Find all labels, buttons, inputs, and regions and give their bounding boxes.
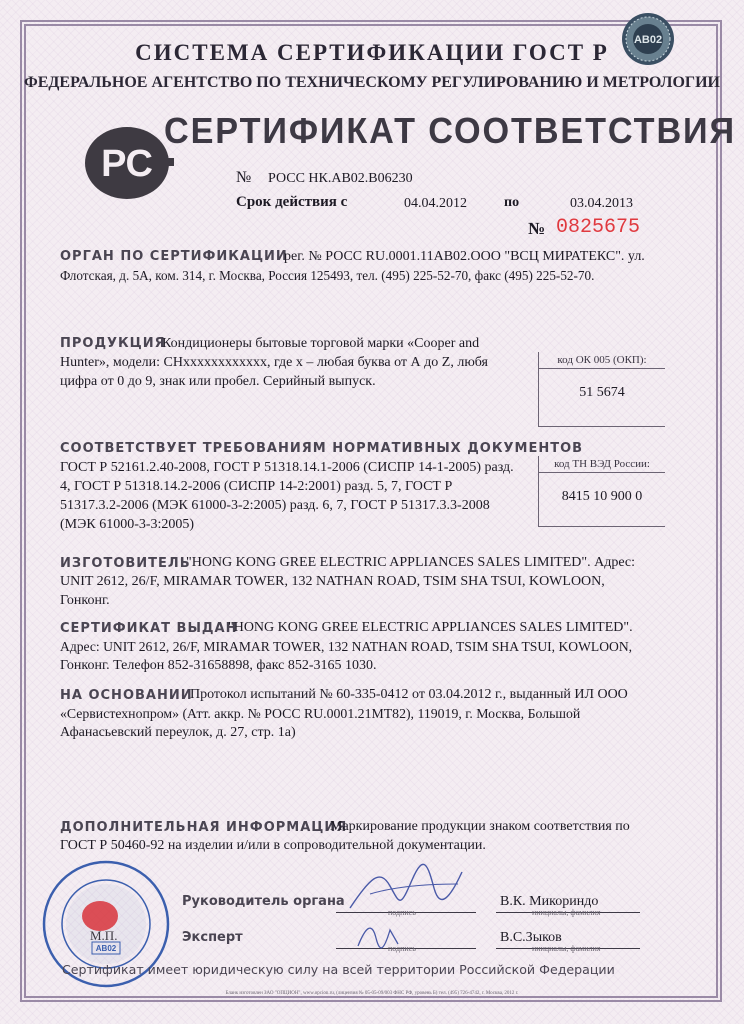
head-name: В.К. Микориндо	[500, 894, 599, 909]
issued-label: СЕРТИФИКАТ ВЫДАН	[60, 621, 238, 636]
certificate-number: РОСС НК.АВ02.В06230	[268, 171, 413, 186]
organ-line-1: рег. № РОСС RU.0001.11АВ02.ООО "ВСЦ МИРАТЕКС". ул.	[284, 249, 645, 264]
okp-code-value: 51 5674	[579, 385, 625, 400]
expert-label: Эксперт	[182, 930, 243, 945]
basis-line-1: Протокол испытаний № 60-335-0412 от 03.04.2012 г., выданный ИЛ ООО	[190, 687, 628, 702]
head-signature-icon	[340, 858, 480, 920]
manufacturer-line-2: UNIT 2612, 26/F, MIRAMAR TOWER, 132 NATHAN ROAD, TSIM SHA TSUI, KOWLOON,	[60, 574, 605, 589]
conformity-label: СООТВЕТСТВУЕТ ТРЕБОВАНИЯМ НОРМАТИВНЫХ ДОКУМЕНТОВ	[60, 441, 584, 456]
issued-line-2: Адрес: UNIT 2612, 26/F, MIRAMAR TOWER, 132 NATHAN ROAD, TSIM SHA TSUI, KOWLOON,	[60, 639, 633, 654]
hologram-text: АВ02	[633, 34, 663, 46]
to-label: по	[504, 195, 520, 210]
manufacturer-line-3: Гонконг.	[60, 593, 110, 608]
number-label: №	[236, 169, 252, 186]
expert-signature-icon	[350, 916, 410, 956]
head-signature-caption: подпись	[388, 908, 416, 917]
head-initials-caption: инициалы, фамилия	[532, 908, 601, 917]
issued-line-3: Гонконг. Телефон 852-31658898, факс 852-3165 1030.	[60, 658, 377, 673]
conformity-line-2: 4, ГОСТ Р 51318.14.2-2006 (СИСПР 14-2:2001) разд. 5, 7, ГОСТ Р	[60, 479, 453, 494]
additional-line-1: Маркирование продукции знаком соответствия по	[330, 819, 630, 834]
valid-from-date: 04.04.2012	[404, 196, 467, 211]
basis-line-2: «Сервистехнопром» (Атт. аккр. № РОСС RU.0001.21МТ82), 119019, г. Москва, Большой	[60, 706, 581, 721]
basis-line-3: Афанасьевский переулок, д. 27, стр. 1а)	[60, 725, 296, 740]
product-line-1: Кондиционеры бытовые торговой марки «Cooper and	[162, 336, 480, 351]
validity-label: Срок действия с	[236, 194, 348, 210]
gost-r-logo-icon	[82, 124, 176, 202]
serial-number: 0825675	[556, 216, 641, 239]
certificate-title: СЕРТИФИКАТ СООТВЕТСТВИЯ	[164, 110, 737, 151]
product-line-2: Hunter», модели: CHxxxxxxxxxxxx, где х – любая буква от А до Z, любя	[60, 355, 488, 370]
basis-label: НА ОСНОВАНИИ	[60, 688, 193, 703]
head-label: Руководитель органа	[182, 894, 345, 909]
product-label: ПРОДУКЦИЯ	[60, 336, 166, 351]
validity-footer: Сертификат имеет юридическую силу на всей территории Российской Федерации	[62, 962, 615, 977]
printer-info: Бланк изготовлен ЗАО "ОПЦИОН", www.opcion.ru, (лицензия № 05-05-09/003 ФНС РФ, уровень Б) тел. (495) 726-4742, г. Москва, 2012 г.	[225, 991, 519, 996]
conformity-line-1: ГОСТ Р 52161.2.40-2008, ГОСТ Р 51318.14.1-2006 (СИСПР 14-1-2005) разд.	[60, 460, 514, 475]
organ-label: ОРГАН ПО СЕРТИФИКАЦИИ	[60, 249, 288, 264]
product-line-3: цифра от 0 до 9, знак или пробел. Серийный выпуск.	[60, 374, 376, 389]
logo-text: РС	[101, 143, 153, 185]
conformity-line-4: (МЭК 61000-3-3:2005)	[60, 517, 195, 532]
issued-line-1: "HONG KONG GREE ELECTRIC APPLIANCES SALES LIMITED".	[228, 620, 633, 635]
tnved-code-value: 8415 10 900 0	[561, 489, 643, 504]
stamp-mp: М.П.	[90, 928, 118, 943]
additional-line-2: ГОСТ Р 50460-92 на изделии и/или в сопроводительной документации.	[60, 838, 486, 853]
tnved-code-box	[538, 456, 665, 527]
valid-to-date: 03.04.2013	[570, 196, 633, 211]
okp-code-box	[538, 352, 665, 427]
stamp-code: АВ02	[95, 944, 117, 953]
agency-title: ФЕДЕРАЛЬНОЕ АГЕНТСТВО ПО ТЕХНИЧЕСКОМУ РЕГУЛИРОВАНИЮ И МЕТРОЛОГИИ	[24, 74, 720, 91]
tnved-code-label: код ТН ВЭД России:	[539, 456, 665, 473]
manufacturer-line-1: "HONG KONG GREE ELECTRIC APPLIANCES SALES LIMITED". Адрес:	[186, 555, 635, 570]
system-title: СИСТЕМА СЕРТИФИКАЦИИ ГОСТ Р	[135, 40, 609, 65]
expert-initials-caption: инициалы, фамилия	[532, 944, 601, 953]
serial-label: №	[528, 219, 546, 238]
organ-line-2: Флотская, д. 5А, ком. 314, г. Москва, Россия 125493, тел. (495) 225-52-70, факс (495) 225-52-70.	[60, 268, 595, 283]
additional-label: ДОПОЛНИТЕЛЬНАЯ ИНФОРМАЦИЯ	[60, 820, 348, 835]
conformity-line-3: 51317.3.2-2006 (МЭК 61000-3-2:2005) разд. 6, 7, ГОСТ Р 51317.3.3-2008	[60, 498, 490, 513]
expert-name: В.С.Зыков	[500, 930, 562, 945]
manufacturer-label: ИЗГОТОВИТЕЛЬ	[60, 556, 191, 571]
expert-signature-caption: подпись	[388, 944, 416, 953]
okp-code-label: код ОК 005 (ОКП):	[539, 352, 665, 369]
